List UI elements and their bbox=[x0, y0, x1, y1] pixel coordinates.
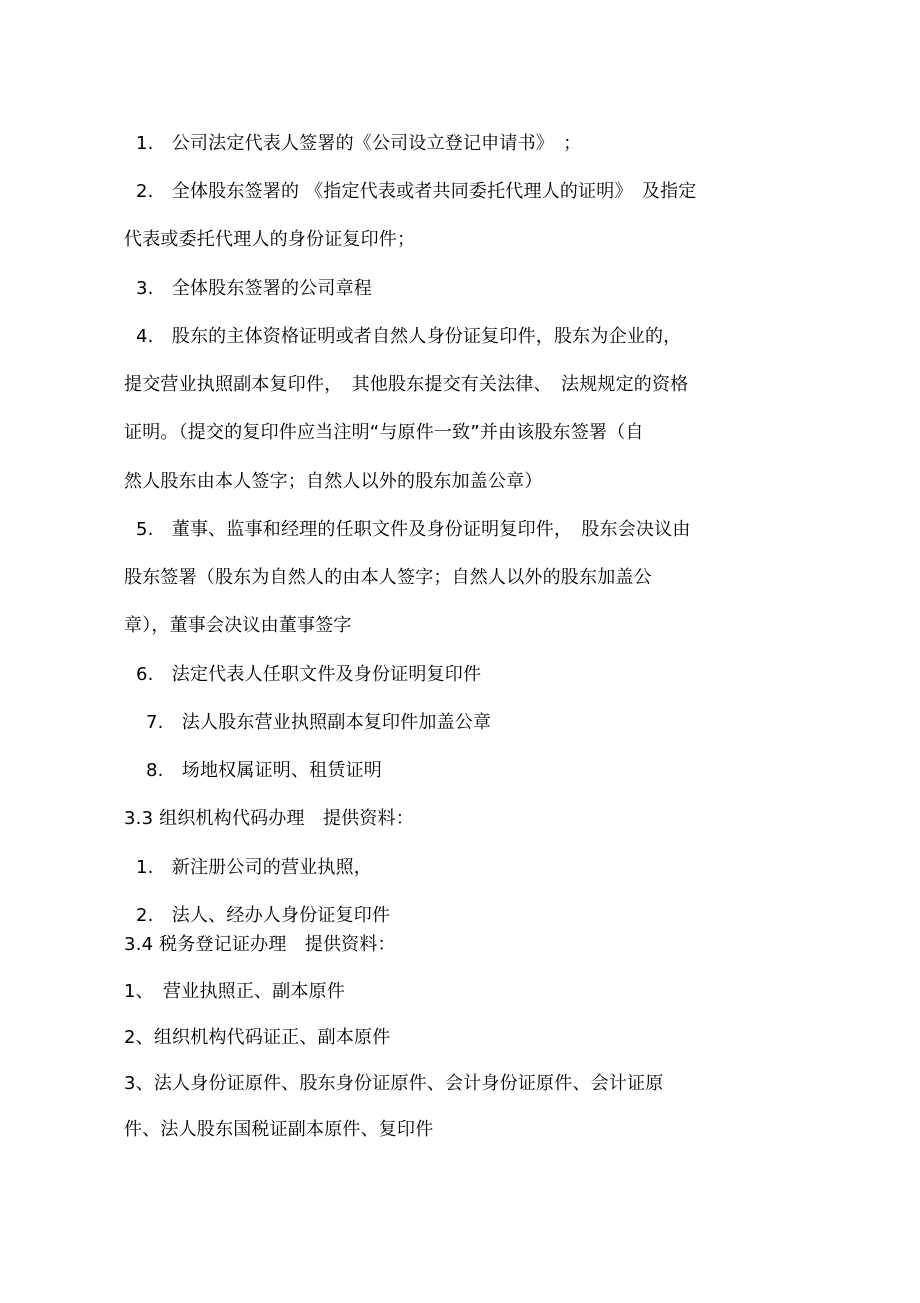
section-3-4-item-3: 3、法人身份证原件、股东身份证原件、会计身份证原件、会计证原 bbox=[124, 1073, 664, 1094]
item-6-line: 6. 法定代表人任职文件及身份证明复印件 bbox=[136, 664, 482, 685]
section-3-4-item-3-continuation: 件、法人股东国税证副本原件、复印件 bbox=[124, 1119, 434, 1140]
section-3-3-item-2: 2. 法人、经办人身份证复印件 bbox=[136, 905, 391, 926]
section-3-4-item-2: 2、组织机构代码证正、副本原件 bbox=[124, 1027, 391, 1048]
item-3-line: 3. 全体股东签署的公司章程 bbox=[136, 278, 372, 299]
item-2-continuation: 代表或委托代理人的身份证复印件； bbox=[124, 229, 416, 250]
item-5-continuation-2: 章），董事会决议由董事签字 bbox=[124, 615, 352, 636]
section-3-4-item-1: 1、 营业执照正、副本原件 bbox=[124, 981, 346, 1002]
item-8-line: 8. 场地权属证明、租赁证明 bbox=[146, 760, 382, 781]
section-3-3-heading: 3.3 组织机构代码办理 提供资料： bbox=[124, 808, 414, 829]
item-5-continuation-1: 股东签署（股东为自然人的由本人签字；自然人以外的股东加盖公 bbox=[124, 567, 652, 588]
item-4-continuation-1: 提交营业执照副本复印件， 其他股东提交有关法律、 法规规定的资格 bbox=[124, 374, 689, 395]
item-4-continuation-2: 证明。（提交的复印件应当注明“与原件一致”并由该股东签署（自 bbox=[124, 422, 644, 443]
item-4-continuation-3: 然人股东由本人签字；自然人以外的股东加盖公章） bbox=[124, 471, 543, 492]
section-3-3-item-1: 1. 新注册公司的营业执照， bbox=[136, 857, 372, 878]
item-1-line: 1. 公司法定代表人签署的《公司设立登记申请书》 ； bbox=[136, 133, 582, 154]
item-4-line: 4. 股东的主体资格证明或者自然人身份证复印件，股东为企业的， bbox=[136, 326, 682, 347]
section-3-4-heading: 3.4 税务登记证办理 提供资料： bbox=[124, 934, 396, 955]
item-5-line: 5. 董事、监事和经理的任职文件及身份证明复印件， 股东会决议由 bbox=[136, 519, 691, 540]
item-7-line: 7. 法人股东营业执照副本复印件加盖公章 bbox=[146, 712, 492, 733]
item-2-line: 2. 全体股东签署的 《指定代表或者共同委托代理人的证明》 及指定 bbox=[136, 181, 697, 202]
